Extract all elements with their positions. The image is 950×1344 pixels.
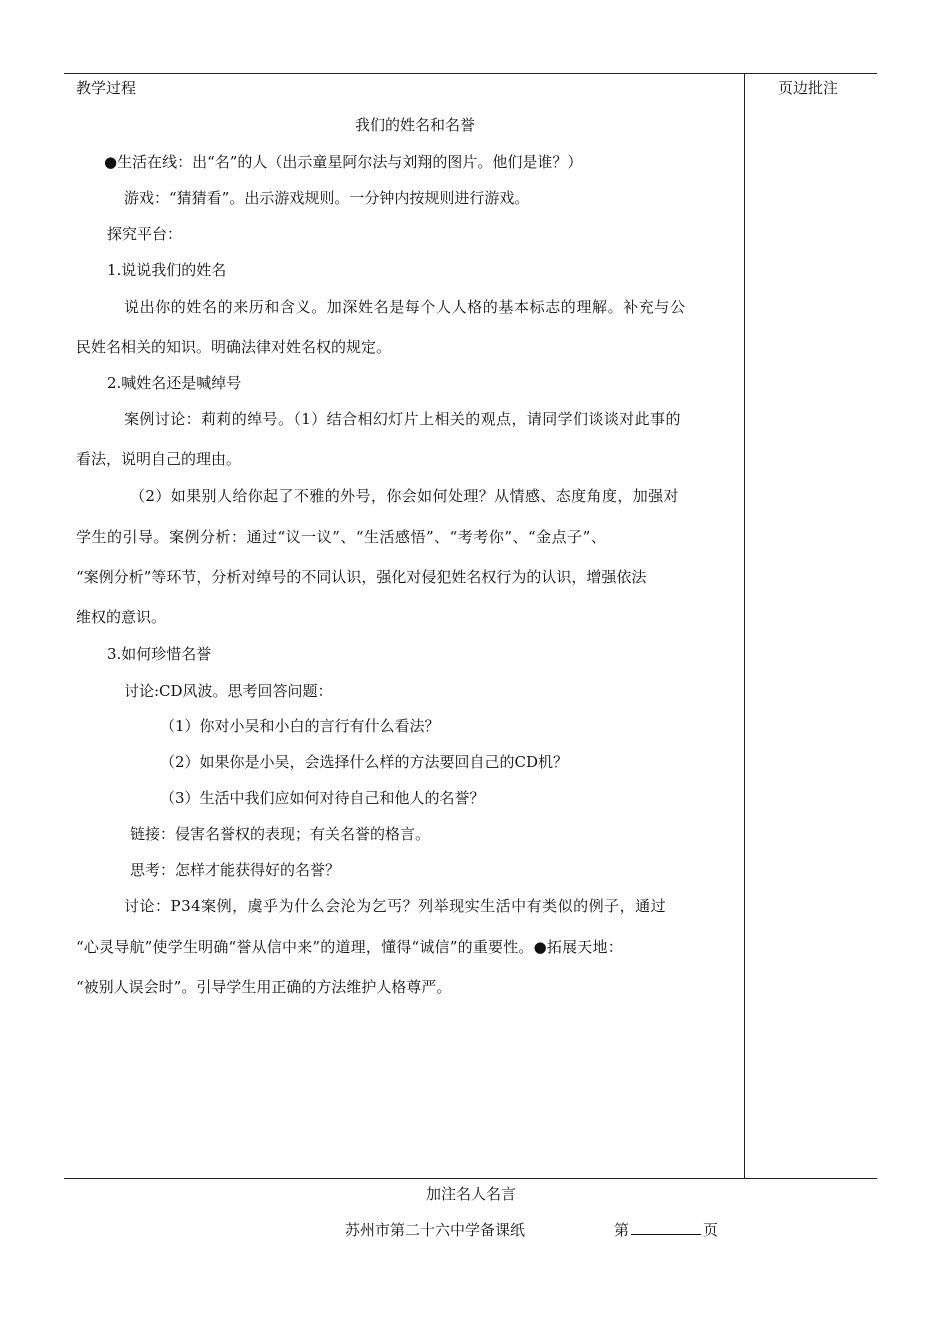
body-line: （2）如果别人给你起了不雅的外号，你会如何处理？从情感、态度角度，加强对 bbox=[130, 487, 679, 505]
body-line: 探究平台： bbox=[107, 225, 183, 243]
header-teaching-process: 教学过程 bbox=[76, 79, 137, 97]
body-line: 民姓名相关的知识。明确法律对姓名权的规定。 bbox=[76, 338, 392, 356]
page-prefix: 第 bbox=[614, 1221, 630, 1239]
body-line: （2）如果你是小吴，会选择什么样的方法要回自己的CD机？ bbox=[160, 753, 569, 771]
footer-quote-note: 加注名人名言 bbox=[426, 1185, 517, 1203]
body-line: 1.说说我们的姓名 bbox=[107, 261, 227, 279]
body-line: 3.如何珍惜名誉 bbox=[107, 645, 212, 663]
body-line: （1）你对小吴和小白的言行有什么看法？ bbox=[160, 717, 440, 735]
footer-school-name: 苏州市第二十六中学备课纸 bbox=[345, 1221, 526, 1239]
page-number-blank bbox=[631, 1220, 701, 1235]
column-divider bbox=[744, 73, 745, 1178]
top-border bbox=[64, 73, 877, 74]
body-line: “案例分析”等环节，分析对绰号的不同认识，强化对侵犯姓名权行为的认识，增强依法 bbox=[76, 568, 647, 586]
body-line: （3）生活中我们应如何对待自己和他人的名誉？ bbox=[160, 789, 485, 807]
body-line: “心灵导航”使学生明确“誉从信中来”的道理，懂得“诚信”的重要性。●拓展天地： bbox=[76, 938, 623, 956]
body-line: 看法，说明自己的理由。 bbox=[76, 450, 242, 468]
body-line: 讨论：P34案例，虞乎为什么会沦为乞丐？列举现实生活中有类似的例子，通过 bbox=[124, 897, 667, 915]
body-line: 讨论:CD风波。思考回答问题： bbox=[124, 682, 333, 700]
bottom-border bbox=[64, 1178, 877, 1179]
body-line: ●生活在线：出“名”的人（出示童星阿尔法与刘翔的图片。他们是谁？） bbox=[104, 153, 583, 171]
footer-page-number bbox=[614, 1220, 718, 1240]
body-line: 链接：侵害名誉权的表现；有关名誉的格言。 bbox=[130, 825, 431, 843]
body-line: 维权的意识。 bbox=[76, 608, 167, 626]
lesson-title: 我们的姓名和名誉 bbox=[355, 116, 476, 134]
body-line: 2.喊姓名还是喊绰号 bbox=[107, 374, 242, 392]
page-suffix: 页 bbox=[703, 1221, 719, 1239]
body-line: 说出你的姓名的来历和含义。加深姓名是每个人人格的基本标志的理解。补充与公 bbox=[124, 298, 686, 316]
body-line: 学生的引导。案例分析：通过“议一议”、“生活感悟”、“考考你”、“金点子”、 bbox=[76, 528, 607, 546]
header-margin-notes: 页边批注 bbox=[778, 79, 839, 97]
body-line: 游戏：“猜猜看”。出示游戏规则。一分钟内按规则进行游戏。 bbox=[124, 189, 530, 207]
body-line: 案例讨论：莉莉的绰号。（1）结合相幻灯片上相关的观点，请同学们谈谈对此事的 bbox=[124, 410, 681, 428]
body-line: “被别人误会时”。引导学生用正确的方法维护人格尊严。 bbox=[76, 978, 452, 996]
body-line: 思考：怎样才能获得好的名誉？ bbox=[130, 861, 341, 879]
